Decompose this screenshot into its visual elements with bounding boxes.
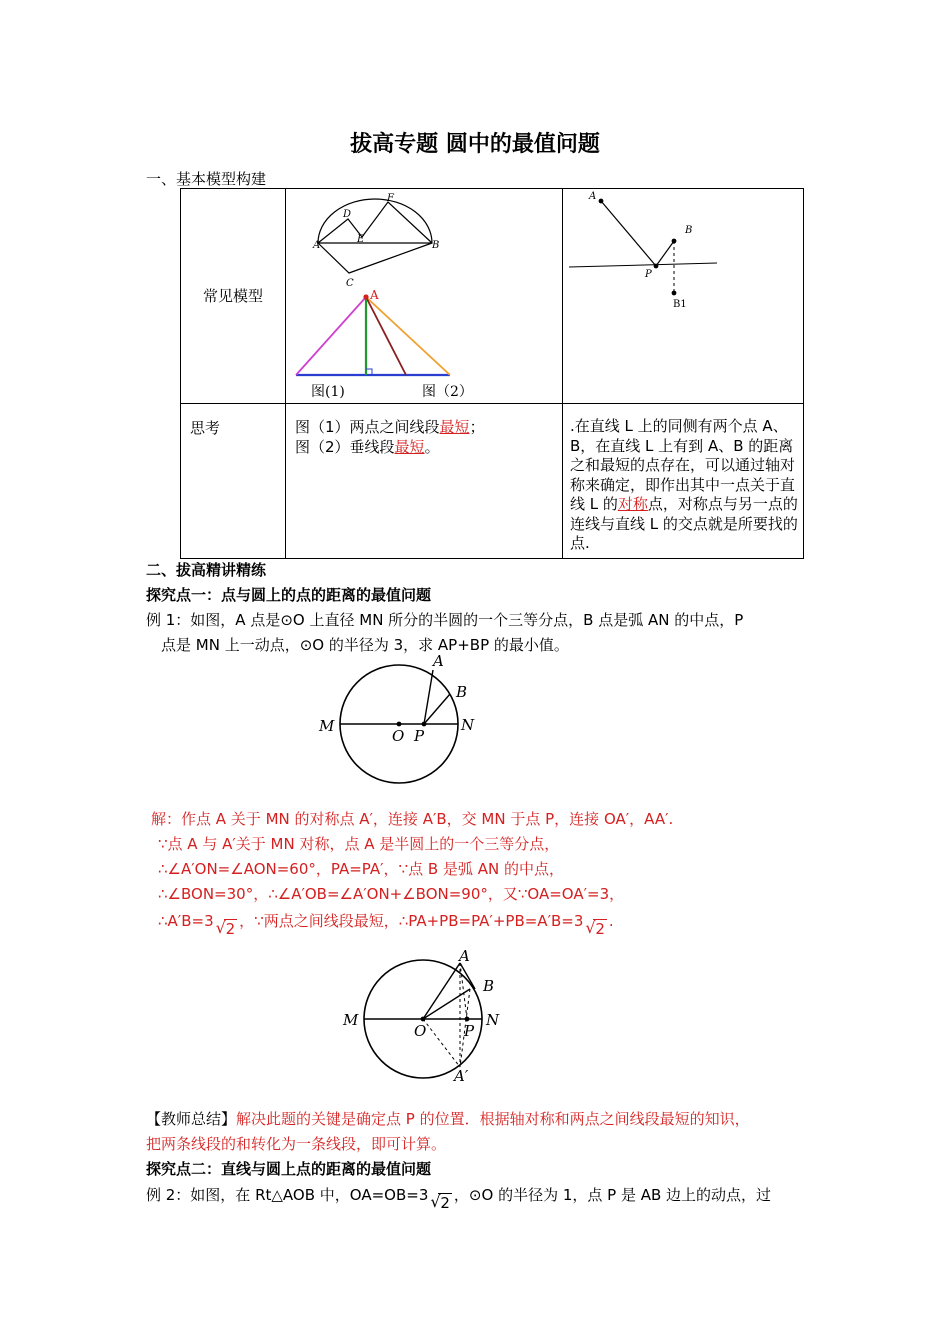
teacher-summary-line1: [146, 1108, 750, 1129]
fig1-caption: 图(1): [311, 384, 345, 399]
example1-figure: [310, 652, 490, 790]
magenta-segment: [296, 297, 366, 375]
solution-line5: [158, 910, 614, 938]
think-right-cell: [563, 404, 804, 559]
solution-line3: ∴∠A′ON=∠AON=60°，PA=PA′，∵点 B 是弧 AN 的中点，: [158, 860, 564, 878]
label-P: P: [414, 727, 425, 745]
label-P: P: [645, 269, 652, 280]
point-A-fig2: [363, 294, 368, 299]
point-O: [421, 1017, 426, 1022]
label-M: M: [319, 717, 335, 735]
solution-line1: 解：作点 A 关于 MN 的对称点 A′，连接 A′B，交 MN 于点 P，连接 OA′，AA′.: [151, 810, 674, 828]
point-O: [397, 722, 402, 727]
row-label-think: 思考: [190, 419, 221, 437]
label-B: B: [483, 977, 495, 995]
label-A-fig2: A: [370, 288, 379, 302]
point1-title: 探究点一：点与圆上的点的距离的最值问题: [146, 586, 432, 604]
radicand: 2: [440, 1194, 450, 1212]
label-A: A: [589, 191, 597, 202]
label-P: P: [464, 1022, 475, 1040]
think-left-cell: [286, 404, 563, 559]
symmetry-figure: [563, 189, 803, 399]
sqrt-symbol: [585, 920, 607, 938]
point2-title: 探究点二：直线与圆上点的距离的最值问题: [146, 1160, 432, 1178]
solution-line5-part1: ∴A′B=3: [158, 912, 214, 930]
label-E-fig1: E: [357, 234, 365, 245]
label-B: B: [685, 225, 693, 236]
think-left-line2: 图（2）垂线段: [295, 438, 395, 456]
label-M: M: [343, 1011, 359, 1029]
radicand: 2: [225, 920, 236, 938]
segment-PB: [656, 241, 674, 266]
section-heading-1: 一、基本模型构建: [146, 170, 267, 188]
think-right-part1: .在直线 L 上的同侧有两个点 A、B，在直线 L 上有到 A、B 的距离之和最短的点存在，可以通过轴对称来确定，即作出其中一点关于直线 L 的: [570, 417, 796, 513]
solution-line2: ∵点 A 与 A′关于 MN 对称，点 A 是半圆上的一个三等分点，: [158, 835, 560, 853]
example2-part1: 例 2：如图，在 Rt△AOB 中，OA=OB=3: [146, 1186, 429, 1204]
brown-segment: [366, 297, 406, 375]
segment-AP: [601, 201, 656, 266]
example1-line2: 点是 MN 上一动点，⊙O 的半径为 3，求 AP+BP 的最小值。: [161, 636, 569, 654]
figures-cell: [286, 189, 563, 404]
row-label-models: 常见模型: [202, 287, 263, 305]
label-C-fig1: C: [346, 278, 354, 289]
think-right-part2: 点，对称点与另一点的连线与直线 L 的交点就是所要找的点.: [570, 495, 798, 552]
think-left-punct1: ；: [469, 418, 485, 436]
sqrt-symbol: [430, 1194, 452, 1212]
label-O: O: [414, 1022, 427, 1040]
example2-line1: [146, 1184, 771, 1212]
label-B1: B1: [673, 299, 687, 310]
symmetry-figure-cell: [563, 189, 804, 404]
teacher-summary-line2: 把两条线段的和转化为一条线段，即可计算。: [146, 1135, 447, 1153]
solution-line5-part2: ，∵两点之间线段最短，∴PA+PB=PA′+PB=A′B=3: [239, 912, 584, 930]
row-label-cell: [181, 404, 286, 559]
line-L: [569, 263, 717, 267]
row-label-cell: [181, 189, 286, 404]
example2-part2: ，⊙O 的半径为 1，点 P 是 AB 边上的动点，过: [453, 1186, 772, 1204]
point-P: [465, 1017, 470, 1022]
label-B: B: [456, 683, 468, 701]
think-left-text: [286, 404, 562, 457]
page-title: 拔高专题 圆中的最值问题: [350, 132, 600, 157]
blank-answer-3: 对称: [617, 495, 648, 513]
broken-path-lower: [318, 243, 432, 273]
broken-path-upper: [318, 202, 432, 243]
fig2-caption: 图（2）: [422, 384, 473, 399]
think-left-line1: 图（1）两点之间线段: [295, 418, 440, 436]
segment-OB: [423, 989, 470, 1019]
teacher-summary-label: 【教师总结】: [146, 1110, 237, 1128]
orange-segment: [366, 297, 450, 375]
blank-answer-2: 最短: [394, 438, 425, 456]
section-heading-2: 二、拔高精讲精练: [146, 561, 267, 579]
example1-line1: 例 1：如图，A 点是⊙O 上直径 MN 所分的半圆的一个三等分点，B 点是弧 AN 的中点，P: [146, 611, 744, 629]
label-N: N: [461, 716, 475, 734]
label-A: A: [459, 947, 470, 965]
point-P: [654, 264, 659, 269]
teacher-summary-text1: 解决此题的关键是确定点 P 的位置．根据轴对称和两点之间线段最短的知识，: [236, 1110, 750, 1128]
sqrt-symbol: [216, 920, 238, 938]
radicand: 2: [595, 920, 605, 938]
label-F-fig1: F: [387, 193, 394, 204]
point-B1: [672, 291, 677, 296]
think-right-text: [563, 404, 803, 554]
solution-line4: ∴∠BON=30°，∴∠A′OB=∠A′ON+∠BON=90°，又∵OA=OA′=3，: [158, 885, 625, 903]
blank-answer-1: 最短: [439, 418, 470, 436]
point-B: [672, 239, 677, 244]
model-figures: [286, 189, 562, 399]
label-A: A: [433, 652, 444, 670]
semicircle: [318, 199, 432, 243]
label-O: O: [392, 727, 405, 745]
solution-line5-part3: .: [608, 912, 614, 930]
point-P: [422, 722, 427, 727]
label-N: N: [486, 1011, 500, 1029]
example1-solution-figure: [330, 945, 520, 1085]
label-D-fig1: D: [343, 209, 352, 220]
label-A-prime: A′: [454, 1067, 469, 1085]
segment-OA: [423, 963, 460, 1019]
point-A: [599, 199, 604, 204]
dashed-OA-prime: [423, 1019, 460, 1067]
label-B-fig1: B: [432, 240, 440, 251]
label-A-fig1: A: [313, 240, 321, 251]
model-table: [180, 188, 804, 559]
think-left-punct2: 。: [424, 438, 440, 456]
